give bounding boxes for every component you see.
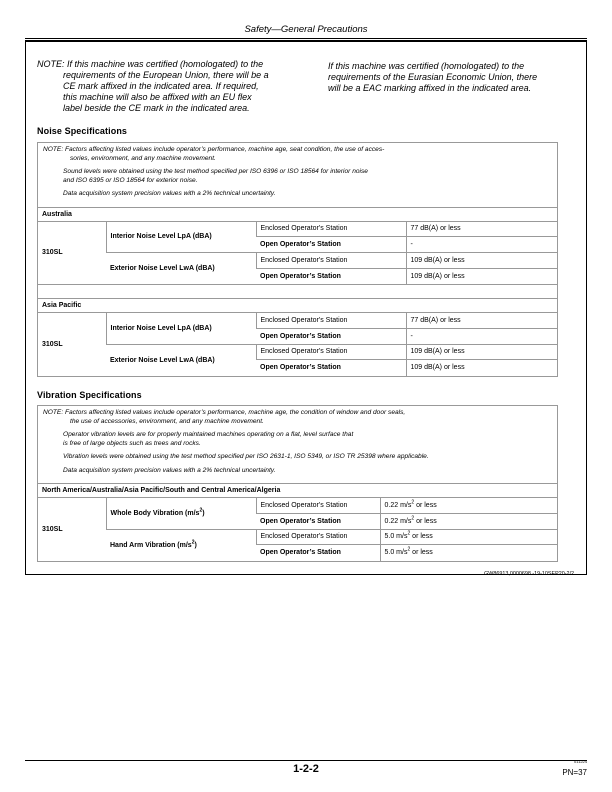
property-cell: Hand Arm Vibration $(m/s^2)$: [106, 529, 256, 561]
value-cell: 0.22 $m/s^2$ or less: [380, 513, 557, 529]
note-line: requirements of the European Union, there will be a: [63, 70, 269, 80]
note-line: If this machine was certified (homologated) to the: [328, 61, 525, 71]
page-header-title: Safety—General Precautions: [244, 24, 368, 35]
value-cell: -: [406, 328, 557, 344]
eac-certification-note: [328, 61, 573, 94]
station-cell: Enclosed Operator's Station: [256, 221, 406, 237]
note-line: CE mark affixed in the indicated area. If required,: [63, 81, 259, 91]
model-cell: 310SL: [38, 313, 106, 376]
region-label-asia-pacific: Asia Pacific: [38, 298, 557, 312]
property-cell: Exterior Noise Level LwA (dBA): [106, 344, 256, 376]
region-spacer: [38, 284, 557, 298]
footer-date-code: 011224: [573, 759, 587, 764]
value-cell: 109 dB(A) or less: [406, 268, 557, 284]
note-line: requirements of the Eurasian Economic Union, there: [328, 72, 538, 82]
value-cell: 109 dB(A) or less: [406, 360, 557, 376]
value-cell: 0.22 $m/s^2$ or less: [380, 498, 557, 514]
vibration-note-precision: Data acquisition system precision values with a 2% technical uncertainty.: [63, 466, 276, 474]
note-line: this machine will also be affixed with an EU flex: [63, 92, 252, 102]
note-line: will be a EAC marking affixed in the indicated area.: [328, 83, 532, 93]
station-cell: Open Operator’s Station: [256, 513, 380, 529]
table-row: [38, 498, 557, 514]
value-cell: 77 dB(A) or less: [406, 313, 557, 329]
vibration-note-maintenance: Operator vibration levels are for properly maintained machines operating on a flat, level surface that is free of large objects such as trees and rocks.: [63, 431, 354, 447]
station-cell: Open Operator’s Station: [256, 360, 406, 376]
station-cell: Open Operator’s Station: [256, 268, 406, 284]
station-cell: Enclosed Operator's Station: [256, 529, 380, 545]
noise-note-test-method: Sound levels were obtained using the test method specified per ISO 6396 or ISO 18564 for interior noise and ISO 6395 or ISO 18564 for exterior noise.: [63, 168, 368, 184]
station-cell: Enclosed Operator's Station: [256, 313, 406, 329]
noise-note-precision: Data acquisition system precision values with a 2% technical uncertainty.: [63, 190, 276, 197]
noise-notes: [38, 143, 557, 207]
noise-spec-box: [37, 142, 558, 377]
station-cell: Open Operator’s Station: [256, 237, 406, 253]
table-row: [38, 221, 557, 237]
vibration-spec-box: [37, 405, 558, 562]
header-rule: [25, 38, 587, 39]
value-cell: -: [406, 237, 557, 253]
value-cell: 109 dB(A) or less: [406, 344, 557, 360]
noise-note-factors: NOTE: Factors affecting listed values include operator’s performance, machine age, seat condition, the use of acces- sories, environment, and any machine movement.: [43, 146, 385, 162]
value-cell: 5.0 $m/s^2$ or less: [380, 545, 557, 561]
vibration-table: [38, 497, 557, 561]
note-line: NOTE: If this machine was certified (homologated) to the: [37, 59, 264, 69]
document-id: GW86913,0000698 -19-10SEP20-2/2: [484, 571, 574, 577]
region-label-north-america: North America/Australia/Asia Pacific/South and Central America/Algeria: [38, 483, 557, 497]
station-cell: Open Operator’s Station: [256, 328, 406, 344]
page-number: 1-2-2: [293, 763, 319, 775]
table-row: [38, 253, 557, 269]
property-cell: Interior Noise Level LpA (dBA): [106, 221, 256, 253]
eu-certification-note: [37, 59, 302, 114]
station-cell: Enclosed Operator's Station: [256, 253, 406, 269]
note-line: label beside the CE mark in the indicated area.: [63, 103, 250, 113]
property-cell: Exterior Noise Level LwA (dBA): [106, 253, 256, 285]
property-cell: Whole Body Vibration $(m/s^2)$: [106, 498, 256, 530]
vibration-note-test-method: Vibration levels were obtained using the test method specified per ISO 2631-1, ISO 5349, or ISO TR 25398 where applicable.: [63, 453, 429, 460]
station-cell: Open Operator’s Station: [256, 545, 380, 561]
vibration-section-heading: Vibration Specifications: [37, 390, 142, 400]
station-cell: Enclosed Operator's Station: [256, 344, 406, 360]
table-row: [38, 344, 557, 360]
value-cell: 5.0 $m/s^2$ or less: [380, 529, 557, 545]
vibration-note-factors: NOTE: Factors affecting listed values include operator’s performance, machine age, the condition of window and door seals, the use of accessories, environment, and any machine movement.: [43, 409, 406, 425]
table-row: [38, 313, 557, 329]
model-cell: 310SL: [38, 221, 106, 284]
vibration-notes: [38, 406, 557, 483]
model-cell: 310SL: [38, 498, 106, 561]
noise-section-heading: Noise Specifications: [37, 126, 128, 136]
value-cell: 109 dB(A) or less: [406, 253, 557, 269]
noise-table-australia: [38, 221, 557, 285]
pn-number: PN=37: [562, 768, 587, 777]
noise-table-asia-pacific: [38, 312, 557, 376]
value-cell: 77 dB(A) or less: [406, 221, 557, 237]
footer-rule: [25, 760, 587, 761]
table-row: [38, 529, 557, 545]
property-cell: Interior Noise Level LpA (dBA): [106, 313, 256, 345]
region-label-australia: Australia: [38, 207, 557, 221]
station-cell: Enclosed Operator's Station: [256, 498, 380, 514]
